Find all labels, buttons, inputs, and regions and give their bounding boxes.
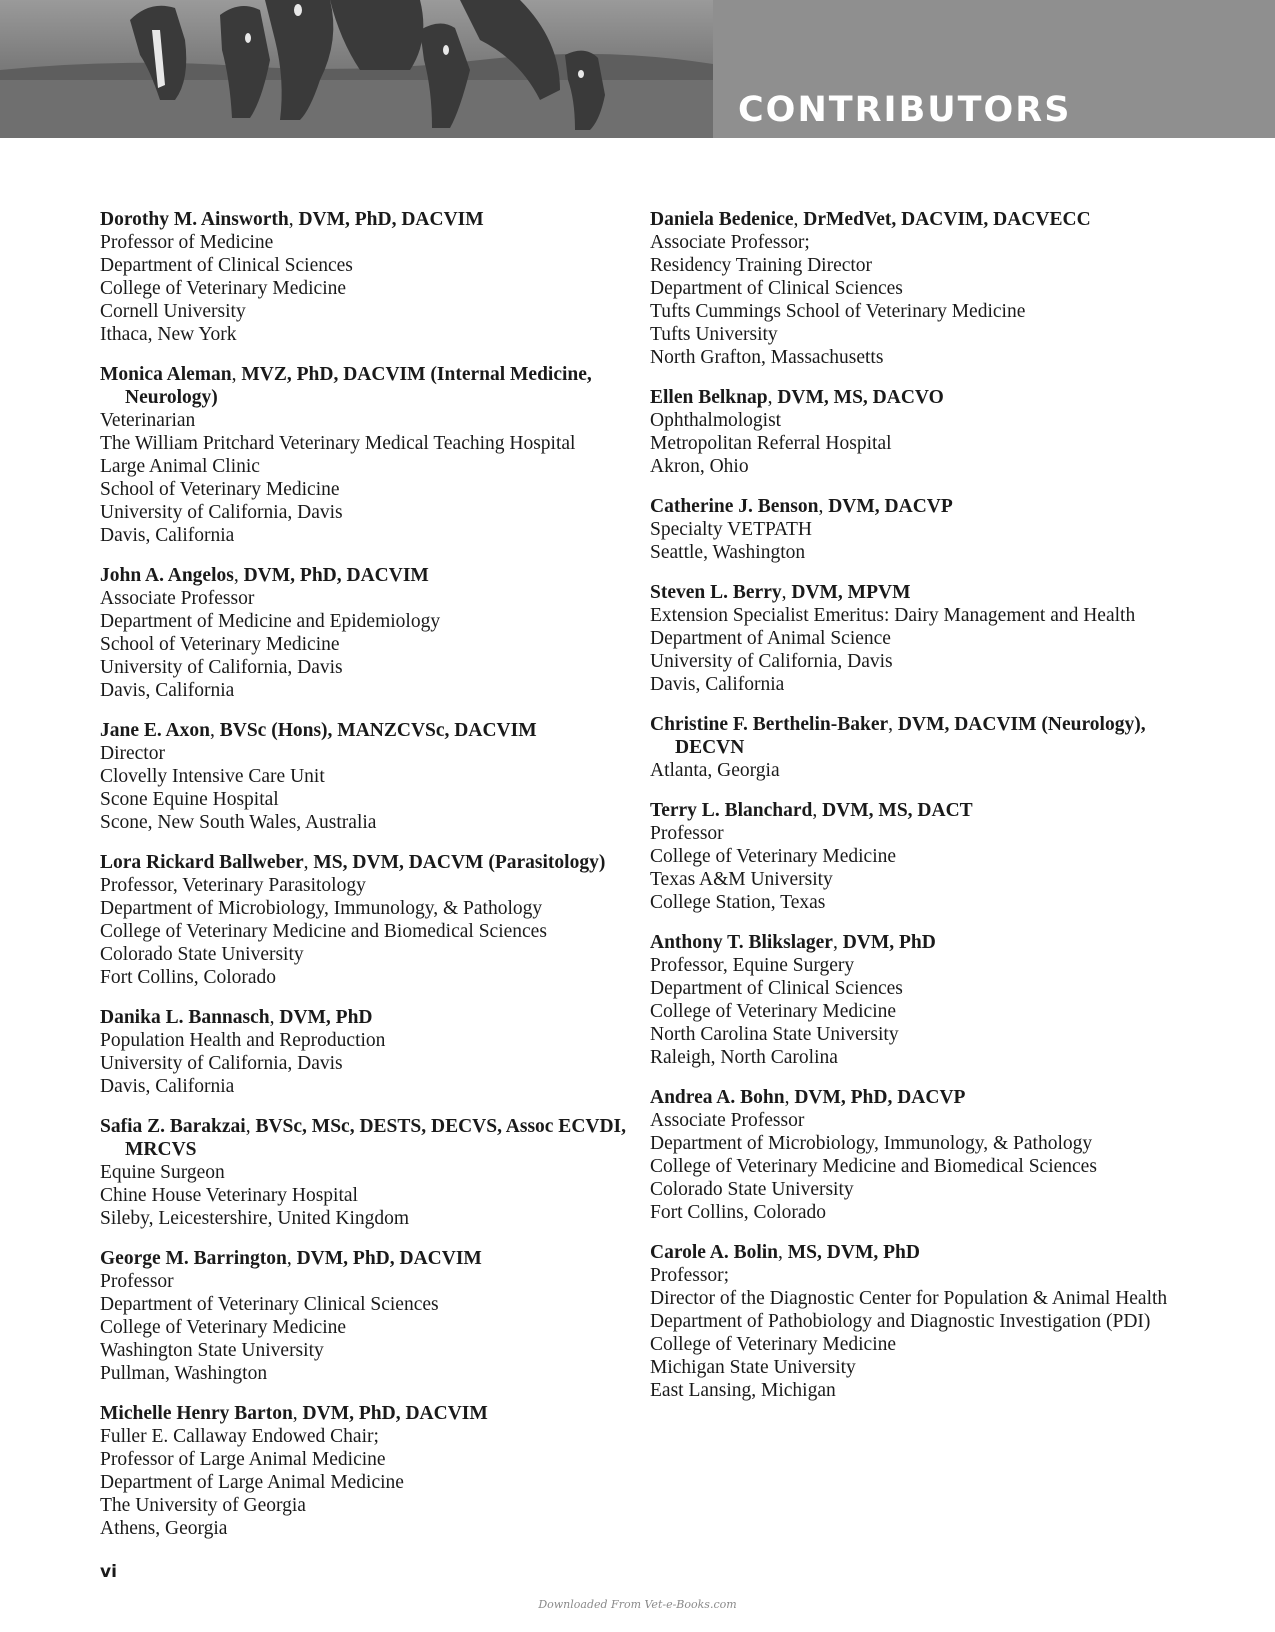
contributor-name: Catherine J. Benson, DVM, DACVP [650, 496, 953, 517]
affiliation-line: Scone, New South Wales, Australia [100, 812, 377, 833]
affiliation-line: North Grafton, Massachusetts [650, 347, 884, 368]
contributor-fullname: Jane E. Axon [100, 720, 210, 741]
contributor-name: Carole A. Bolin, MS, DVM, PhD [650, 1242, 920, 1263]
affiliation-line: Professor, Equine Surgery [650, 955, 855, 976]
affiliation-line: Ophthalmologist [650, 410, 782, 431]
contributor-name: Ellen Belknap, DVM, MS, DACVO [650, 387, 944, 408]
contributor-credentials: DVM, DACVP [828, 496, 953, 517]
contributor-name: Andrea A. Bohn, DVM, PhD, DACVP [650, 1087, 966, 1108]
affiliation-line: Associate Professor; [650, 232, 810, 253]
affiliation-line: Department of Large Animal Medicine [100, 1472, 404, 1493]
contributor-entry [100, 1006, 640, 1098]
contributor-entry [650, 208, 1170, 369]
affiliation-line: Professor of Medicine [100, 232, 274, 253]
contributor-entry [650, 495, 1170, 564]
affiliation-line: Athens, Georgia [100, 1518, 228, 1539]
affiliation-line: Specialty VETPATH [650, 519, 812, 540]
contributor-name: Anthony T. Blikslager, DVM, PhD [650, 932, 936, 953]
affiliation-line: Extension Specialist Emeritus: Dairy Management and Health [650, 605, 1136, 626]
contributor-fullname: Monica Aleman [100, 364, 232, 385]
affiliation-line: School of Veterinary Medicine [100, 634, 340, 655]
affiliation-line: Atlanta, Georgia [650, 760, 780, 781]
contributor-credentials: DVM, PhD, DACVIM [302, 1403, 488, 1424]
affiliation-line: Fort Collins, Colorado [100, 967, 277, 988]
affiliation-line: College of Veterinary Medicine and Biomedical Sciences [100, 921, 547, 942]
affiliation-line: Director of the Diagnostic Center for Population & Animal Health [650, 1288, 1168, 1309]
contributor-credentials: DVM, PhD, DACVP [794, 1087, 966, 1108]
contributor-fullname: Christine F. Berthelin-Baker [650, 714, 889, 735]
contributor-fullname: Daniela Bedenice [650, 209, 794, 230]
affiliation-line: East Lansing, Michigan [650, 1380, 836, 1401]
affiliation-line: Colorado State University [650, 1179, 854, 1200]
affiliation-line: The University of Georgia [100, 1495, 306, 1516]
affiliation-line: Large Animal Clinic [100, 456, 260, 477]
contributor-name: Daniela Bedenice, DrMedVet, DACVIM, DACVECC [650, 209, 1091, 230]
affiliation-line: The William Pritchard Veterinary Medical Teaching Hospital [100, 433, 576, 454]
affiliation-line: Fuller E. Callaway Endowed Chair; [100, 1426, 379, 1447]
affiliation-line: College of Veterinary Medicine [650, 1001, 897, 1022]
affiliation-line: College of Veterinary Medicine [650, 846, 897, 867]
page-number: vi [100, 1562, 117, 1582]
contributor-fullname: Danika L. Bannasch [100, 1007, 270, 1028]
affiliation-line: University of California, Davis [650, 651, 893, 672]
watermark: Downloaded From Vet-e-Books.com [538, 1598, 737, 1611]
contributor-fullname: Michelle Henry Barton [100, 1403, 293, 1424]
contributor-fullname: Terry L. Blanchard [650, 800, 813, 821]
contributor-credentials: DVM, PhD [279, 1007, 373, 1028]
contributor-name: Dorothy M. Ainsworth, DVM, PhD, DACVIM [100, 209, 484, 230]
affiliation-line: Tufts University [650, 324, 778, 345]
contributor-entry [650, 1086, 1170, 1224]
contributor-name: George M. Barrington, DVM, PhD, DACVIM [100, 1248, 482, 1269]
affiliation-line: Professor, Veterinary Parasitology [100, 875, 366, 896]
affiliation-line: Associate Professor [650, 1110, 805, 1131]
contributor-credentials: DVM, MS, DACVO [777, 387, 944, 408]
contributor-name: Monica Aleman, MVZ, PhD, DACVIM (Internal Medicine, Neurology) [100, 364, 592, 408]
horses-photo [0, 0, 713, 138]
contributor-credentials: DVM, MS, DACT [822, 800, 973, 821]
affiliation-line: Department of Medicine and Epidemiology [100, 611, 441, 632]
contributor-entry [100, 564, 640, 702]
affiliation-line: Texas A&M University [650, 869, 833, 890]
affiliation-line: Department of Microbiology, Immunology, & Pathology [100, 898, 543, 919]
affiliation-line: Equine Surgeon [100, 1162, 225, 1183]
contributor-fullname: Catherine J. Benson [650, 496, 819, 517]
contributor-credentials: MS, DVM, PhD [787, 1242, 920, 1263]
contributor-entry [650, 931, 1170, 1069]
contributor-name: Lora Rickard Ballweber, MS, DVM, DACVM (Parasitology) [100, 852, 606, 873]
affiliation-line: Metropolitan Referral Hospital [650, 433, 892, 454]
contributor-credentials: DrMedVet, DACVIM, DACVECC [803, 209, 1091, 230]
affiliation-line: Tufts Cummings School of Veterinary Medicine [650, 301, 1026, 322]
contributor-credentials: MVZ, PhD, DACVIM (Internal Medicine, Neurology) [125, 364, 592, 408]
contributor-credentials: DVM, PhD [842, 932, 936, 953]
contributor-credentials: DVM, PhD, DACVIM [296, 1248, 482, 1269]
contributor-entry [650, 581, 1170, 696]
contributor-credentials: DVM, MPVM [791, 582, 911, 603]
affiliation-line: Professor of Large Animal Medicine [100, 1449, 386, 1470]
affiliation-line: Ithaca, New York [100, 324, 237, 345]
contributor-entry [650, 799, 1170, 914]
header-banner [0, 0, 1275, 138]
left-column [100, 208, 640, 1557]
affiliation-line: University of California, Davis [100, 657, 343, 678]
contributor-fullname: Steven L. Berry [650, 582, 782, 603]
contributor-name: Christine F. Berthelin-Baker, DVM, DACVIM (Neurology), DECVN [650, 714, 1146, 758]
affiliation-line: Sileby, Leicestershire, United Kingdom [100, 1208, 410, 1229]
right-column [650, 208, 1170, 1419]
affiliation-line: Fort Collins, Colorado [650, 1202, 827, 1223]
affiliation-line: College of Veterinary Medicine [650, 1334, 897, 1355]
affiliation-line: Scone Equine Hospital [100, 789, 279, 810]
page-title: CONTRIBUTORS [738, 90, 1072, 130]
affiliation-line: North Carolina State University [650, 1024, 899, 1045]
contributor-name: Steven L. Berry, DVM, MPVM [650, 582, 911, 603]
contributor-fullname: Dorothy M. Ainsworth [100, 209, 289, 230]
affiliation-line: Department of Clinical Sciences [100, 255, 353, 276]
affiliation-line: Department of Pathobiology and Diagnostic Investigation (PDI) [650, 1311, 1151, 1332]
contributor-entry [100, 719, 640, 834]
affiliation-line: School of Veterinary Medicine [100, 479, 340, 500]
contributor-name: John A. Angelos, DVM, PhD, DACVIM [100, 565, 429, 586]
contributor-name: Michelle Henry Barton, DVM, PhD, DACVIM [100, 1403, 488, 1424]
contributor-entry [100, 363, 640, 547]
contributor-name: Terry L. Blanchard, DVM, MS, DACT [650, 800, 973, 821]
contributor-entry [100, 1402, 640, 1540]
contributor-fullname: Carole A. Bolin [650, 1242, 779, 1263]
contributor-name: Jane E. Axon, BVSc (Hons), MANZCVSc, DACVIM [100, 720, 537, 741]
affiliation-line: Seattle, Washington [650, 542, 806, 563]
affiliation-line: Colorado State University [100, 944, 304, 965]
affiliation-line: Davis, California [100, 525, 235, 546]
affiliation-line: University of California, Davis [100, 1053, 343, 1074]
affiliation-line: University of California, Davis [100, 502, 343, 523]
affiliation-line: Professor [650, 823, 724, 844]
contributor-name: Safia Z. Barakzai, BVSc, MSc, DESTS, DECVS, Assoc ECVDI, MRCVS [100, 1116, 627, 1160]
affiliation-line: Chine House Veterinary Hospital [100, 1185, 358, 1206]
affiliation-line: Professor; [650, 1265, 730, 1286]
affiliation-line: Washington State University [100, 1340, 324, 1361]
contributor-entry [100, 851, 640, 989]
contributor-credentials: BVSc (Hons), MANZCVSc, DACVIM [219, 720, 537, 741]
affiliation-line: College Station, Texas [650, 892, 826, 913]
contributor-fullname: Andrea A. Bohn [650, 1087, 785, 1108]
contributor-credentials: DVM, DACVIM (Neurology), DECVN [675, 714, 1146, 758]
affiliation-line: Associate Professor [100, 588, 255, 609]
affiliation-line: College of Veterinary Medicine [100, 1317, 347, 1338]
contributor-fullname: Ellen Belknap [650, 387, 768, 408]
contributor-fullname: George M. Barrington [100, 1248, 287, 1269]
affiliation-line: Department of Veterinary Clinical Sciences [100, 1294, 439, 1315]
contributor-fullname: Safia Z. Barakzai [100, 1116, 246, 1137]
affiliation-line: Professor [100, 1271, 174, 1292]
affiliation-line: Cornell University [100, 301, 246, 322]
contributor-entry [100, 1115, 640, 1230]
affiliation-line: Davis, California [100, 1076, 235, 1097]
contributor-entry [100, 208, 640, 346]
contributor-credentials: BVSc, MSc, DESTS, DECVS, Assoc ECVDI, MRCVS [125, 1116, 627, 1160]
horses-illustration [0, 0, 713, 138]
contributor-fullname: John A. Angelos [100, 565, 234, 586]
affiliation-line: Raleigh, North Carolina [650, 1047, 838, 1068]
affiliation-line: Pullman, Washington [100, 1363, 268, 1384]
contributor-fullname: Lora Rickard Ballweber [100, 852, 304, 873]
affiliation-line: Veterinarian [100, 410, 196, 431]
contributor-entry [100, 1247, 640, 1385]
contributor-fullname: Anthony T. Blikslager [650, 932, 833, 953]
affiliation-line: Department of Clinical Sciences [650, 278, 903, 299]
affiliation-line: College of Veterinary Medicine and Biomedical Sciences [650, 1156, 1097, 1177]
affiliation-line: Clovelly Intensive Care Unit [100, 766, 325, 787]
affiliation-line: Davis, California [650, 674, 785, 695]
affiliation-line: Michigan State University [650, 1357, 856, 1378]
affiliation-line: Davis, California [100, 680, 235, 701]
affiliation-line: Director [100, 743, 165, 764]
contributor-credentials: MS, DVM, DACVM (Parasitology) [313, 852, 606, 873]
contributor-name: Danika L. Bannasch, DVM, PhD [100, 1007, 373, 1028]
contributor-credentials: DVM, PhD, DACVIM [298, 209, 484, 230]
affiliation-line: Department of Clinical Sciences [650, 978, 903, 999]
affiliation-line: Akron, Ohio [650, 456, 749, 477]
contributor-entry [650, 713, 1170, 782]
affiliation-line: Department of Microbiology, Immunology, & Pathology [650, 1133, 1093, 1154]
affiliation-line: College of Veterinary Medicine [100, 278, 347, 299]
affiliation-line: Residency Training Director [650, 255, 873, 276]
contributor-entry [650, 386, 1170, 478]
contributor-credentials: DVM, PhD, DACVIM [243, 565, 429, 586]
affiliation-line: Department of Animal Science [650, 628, 891, 649]
affiliation-line: Population Health and Reproduction [100, 1030, 386, 1051]
contributor-entry [650, 1241, 1170, 1402]
